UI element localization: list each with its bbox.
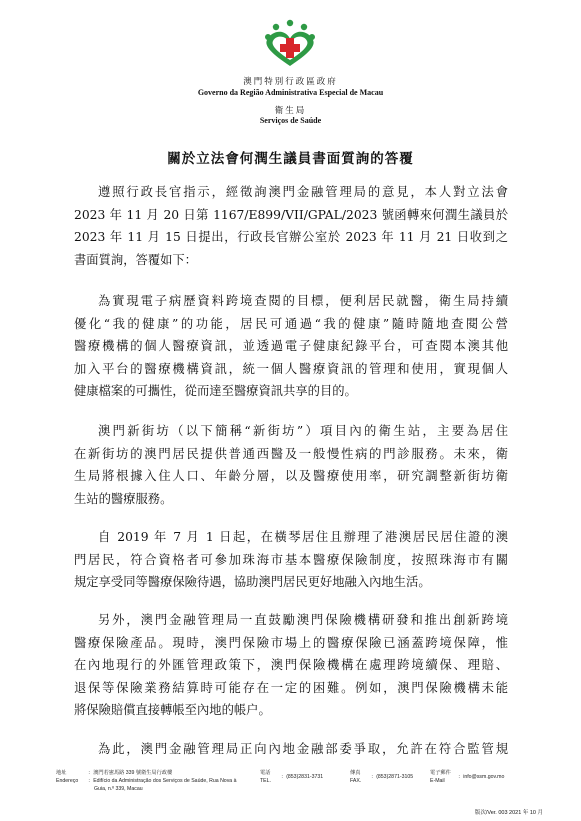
address-pt-line1: ：Edifício da Administração dos Serviços de Saúde, Rua Nova à: [88, 778, 237, 784]
paragraph-new-neighbourhood: [74, 420, 508, 510]
text-line: 退保等保險業務結算時可能存在一定的困難。例如，澳門保險機構未能: [74, 680, 508, 695]
fax-label-zh: 傳真: [350, 770, 361, 776]
text-line: 為實現電子病歷資料跨境查閱的目標，便利居民就醫，衛生局持續: [98, 294, 508, 308]
text-line: 遵照行政長官指示，經徵詢澳門金融管理局的意見，本人對立法會: [98, 185, 508, 199]
department-name-chinese: 衛生局: [274, 106, 307, 116]
health-bureau-logo-icon: [262, 18, 318, 68]
email-address[interactable]: ：info@ssm.gov.mo: [458, 774, 505, 780]
text-line: 優化“我的健康”的功能，居民可通過“我的健康”隨時隨地查閱公營: [74, 316, 508, 331]
paragraph-hengqin-insurance: [74, 526, 508, 594]
text-line: 書面質詢，答覆如下：: [74, 252, 197, 267]
text-line: 將保險賠償直接轉帳至內地的帳户。: [74, 703, 271, 718]
text-line: 醫療機構的個人醫療資訊，並透過電子健康紀錄平台，可查閱本澳其他: [74, 339, 508, 354]
address-label-pt: Endereço: [56, 778, 79, 784]
text-line: 生站的醫療服務。: [74, 491, 173, 506]
paragraph-electronic-records: [74, 290, 508, 403]
text-line: 生局將根據入住人口、年齡分層，以及醫療使用率，研究調整新街坊衛: [74, 469, 508, 484]
government-name-chinese: 澳門特別行政區政府: [243, 77, 338, 87]
form-version: 版次/Ver. 003 2021 年 10 月: [474, 810, 543, 816]
fax-label-pt: FAX.: [350, 778, 362, 784]
text-line: 另外，澳門金融管理局一直鼓勵澳門保險機構研發和推出創新跨境: [98, 613, 508, 627]
paragraph-monetary-authority: [74, 738, 508, 761]
address-label-zh: 地址: [56, 770, 67, 776]
text-line: 為此，澳門金融管理局正向內地金融部委爭取，允許在符合監管規: [98, 742, 508, 756]
page-footer: [0, 769, 581, 809]
address-pt-line2: Guia, n.º 339, Macau: [94, 786, 143, 792]
government-name-portuguese: Governo da Região Administrativa Especial de Macau: [197, 88, 384, 97]
tel-number: ：(853)2831-3731: [281, 774, 324, 780]
fax-number: ：(853)2871-3105: [371, 774, 414, 780]
text-line: 規定享受同等醫療保險待遇，協助澳門居民更好地融入內地生活。: [74, 575, 431, 590]
text-line: 2023 年 11 月 15 日提出，行政長官辦公室於 2023 年 11 月 21 日收到之: [74, 230, 508, 245]
text-line: 健康檔案的可攜性，從而達至醫療資訊共享的目的。: [74, 384, 357, 399]
text-line: 在內地現行的外匯管理政策下，澳門保險機構在處理跨境續保、理賠、: [74, 658, 508, 673]
document-title: 關於立法會何潤生議員書面質詢的答覆: [167, 151, 414, 167]
tel-label-pt: TEL.: [260, 778, 271, 784]
address-zh: ：澳門若憲馬路 339 號衛生局行政樓: [88, 770, 173, 776]
department-name-portuguese: Serviços de Saúde: [259, 116, 322, 125]
paragraph-cross-border-insurance: [74, 609, 508, 722]
text-line: 門居民，符合資格者可參加珠海市基本醫療保險制度，按照珠海市有關: [74, 552, 508, 567]
email-label-zh: 電子郵件: [430, 770, 451, 776]
text-line: 在新街坊的澳門居民提供普通西醫及一般慢性病的門診服務。未來，衛: [74, 446, 508, 461]
tel-label-zh: 電話: [260, 770, 271, 776]
text-line: 澳門新街坊（以下簡稱“新街坊”）項目內的衛生站，主要為居住: [98, 424, 508, 438]
email-label-pt: E-Mail: [430, 778, 445, 784]
text-line: 加入平台的醫療機構資訊，統一個人醫療資訊的管理和使用，實現個人: [74, 361, 508, 376]
text-line: 2023 年 11 月 20 日第 1167/E899/VII/GPAL/2023 號函轉來何潤生議員於: [74, 207, 508, 222]
text-line: 醫療保險產品。現時，澳門保險市場上的醫療保險已涵蓋跨境保障，惟: [74, 635, 508, 650]
paragraph-intro: [74, 181, 508, 271]
text-line: 自 2019 年 7 月 1 日起，在橫琴居住且辦理了港澳居民居住證的澳: [98, 530, 508, 544]
